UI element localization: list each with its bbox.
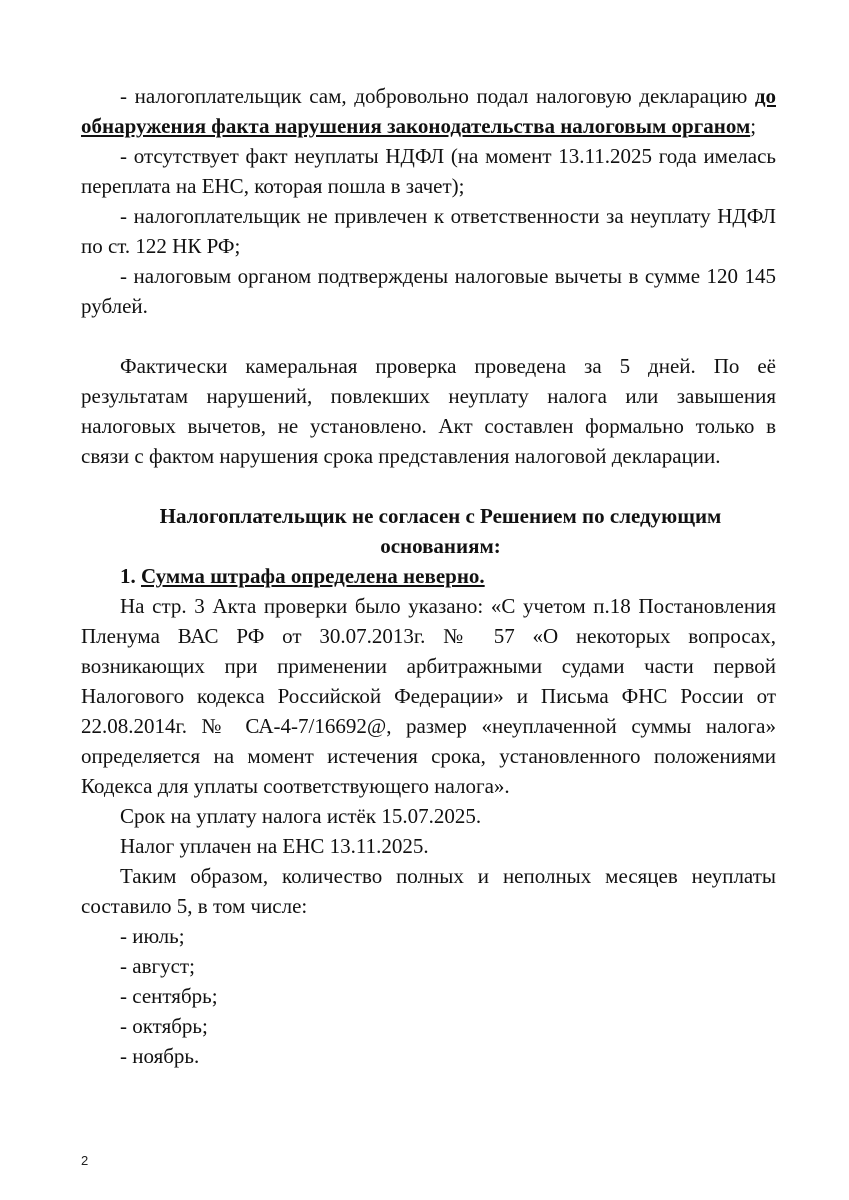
paragraph-camera-check: Фактически камеральная проверка проведена за 5 дней. По её результатам нарушений, повлекших неуплату налога или завышения налоговых вычетов, не установлено. Акт составлен формально только в связи с фактом нарушения срока представления налоговой декларации. [81,354,776,468]
paragraph-deadline: Срок на уплату налога истёк 15.07.2025. [120,804,482,828]
paragraph-no-nonpayment: - отсутствует факт неуплаты НДФЛ (на момент 13.11.2025 года имелась переплата на ЕНС, которая пошла в зачет); [81,144,776,198]
paragraph-paid: Налог уплачен на ЕНС 13.11.2025. [120,834,429,858]
emphasis-text: до обнаружения факта нарушения законодательства налоговым органом [81,84,776,138]
paragraph-no-liability: - налогоплательщик не привлечен к ответственности за неуплату НДФЛ по ст. 122 НК РФ; [81,204,776,258]
numbered-item-1 [81,561,776,591]
section-heading: Налогоплательщик не согласен с Решением по следующим основаниям: [159,504,722,558]
paragraph-act-quote: На стр. 3 Акта проверки было указано: «С учетом п.18 Постановления Пленума ВАС РФ от 30.07.2013г. № 57 «О некоторых вопросах, возникающих при применении арбитражными судами части первой Налогового кодекса Российской Федерации» и Письма ФНС России от 22.08.2014г. № СА-4-7/16692@, размер «неуплаченной суммы налога» определяется на момент истечения срока, установленного положениями Кодекса для уплаты соответствующего налога». [81,594,776,798]
list-item-month: - июль; [120,924,185,948]
paragraph-text: - налогоплательщик сам, добровольно подал налоговую декларацию [120,84,755,108]
item-number: 1. [120,564,136,588]
paragraph-months-count: Таким образом, количество полных и неполных месяцев неуплаты составило 5, в том числе: [81,864,776,918]
list-item-month: - октябрь; [120,1014,208,1038]
item-title: Сумма штрафа определена неверно. [141,564,485,588]
paragraph-text-end: ; [750,114,757,138]
list-item-month: - август; [120,954,195,978]
list-item-month: - сентябрь; [120,984,218,1008]
page-number: 2 [81,1153,89,1168]
list-item-month: - ноябрь. [120,1044,200,1068]
paragraph-voluntary-declaration [81,81,776,141]
paragraph-deductions: - налоговым органом подтверждены налоговые вычеты в сумме 120 145 рублей. [81,264,776,318]
spacer [81,321,776,351]
spacer [81,471,776,501]
